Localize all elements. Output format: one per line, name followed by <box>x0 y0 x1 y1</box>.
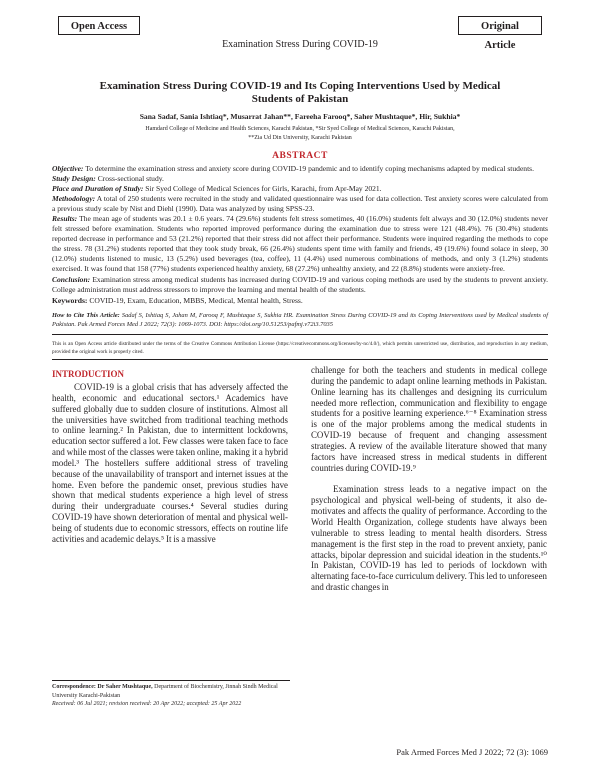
correspondence-text: Department of Biochemistry, Jinnah Sindh Medical University Karachi-Pakistan <box>52 684 278 699</box>
running-head: Examination Stress During COVID-19 <box>222 39 378 50</box>
conclusion-text: Examination stress among medical students has increased during COVID-19 and various coping methods are used by the students to prevent anxiety. College administration must address stressors to improve the learning and mental health of the students. <box>52 274 548 294</box>
correspondence-label: Correspondence: Dr Saher Mushtaque, <box>52 684 153 690</box>
journal-footer: Pak Armed Forces Med J 2022; 72 (3): 1069 <box>396 747 548 757</box>
open-access-badge: Open Access <box>58 16 140 35</box>
affiliations <box>60 125 540 142</box>
affiliation-line-1: Hamdard College of Medicine and Health Sciences, Karachi Pakistan, *Sir Syed College of Medical Sciences, Karachi Pakistan, <box>145 126 455 132</box>
objective-label: Objective: <box>52 164 84 173</box>
methodology-label: Methodology: <box>52 194 96 204</box>
introduction-heading: INTRODUCTION <box>52 369 125 379</box>
results-text: The mean age of students was 20.1 ± 0.6 years. 74 (29.6%) students felt stress sometimes, 40 (16.0%) students felt always and 30 (12.0%) students never felt stressed before examination. Students who reported improved performance during the examination due to stress were 121 (48.4%). 76 (30.4%) students reported decrease in performance and 53 (21.2%) reported that their stress did not affect their performance. Students were inquired regarding the methods to cope the stress. 78 (31.2%) students reported that they took study break, 66 (26.4%) students spent time with family and friends, 49 (19.6%) found solace in sleep, 30 (12.0%) students listened to music, 13 (5.2%) used beverages (tea, coffee), 11 (4.4%) used numerous combinations of methods, and only 3 (1.2%) students exercised. It was found that 158 (77%) students experienced healthy anxiety, 68 (27.2%) unhealthy anxiety, and 22 (8.8%) students were anxiety-free. <box>52 214 548 274</box>
author-list: Sana Sadaf, Sania Ishtiaq*, Musarrat Jahan**, Fareeha Farooq*, Saher Mushtaque*, Hir, Sukhia* <box>139 112 461 121</box>
abstract-body <box>52 164 548 295</box>
abstract-methodology <box>52 194 548 214</box>
design-label: Study Design: <box>52 174 96 184</box>
article-title: Examination Stress During COVID-19 and Its Coping Interventions Used by Medical Students of Pakistan <box>99 80 501 105</box>
correspondence-info <box>52 683 290 700</box>
abstract-place <box>52 184 548 194</box>
abstract-objective <box>52 164 548 174</box>
correspondence-divider <box>52 680 290 681</box>
abstract-conclusion <box>52 275 548 295</box>
conclusion-label: Conclusion: <box>52 274 91 284</box>
abstract-design <box>52 174 548 184</box>
intro-paragraph-1: COVID-19 is a global crisis that has adversely affected the health, economic and educational sectors.¹ Academics have suffered globally due to sudden closure of institutions. Almost all the universities have switched from traditional teaching methods to online learning.² In Pakistan, due to intermittent lockdowns, education sector suffered a lot. Few classes were taken face to face and while most of the classes were taken online, making it a hybrid model.³ The hostellers suffere additional stress of traveling because of the unavailability of transport and internet issues at the home. Even before the pandemic onset, previous studies have shown that medical students experience a high level of stress during their undergraduate courses.⁴ Several studies during COVID-19 have shown deterioration of mental and physical well-being of students due to economic stressors, effects on routine life activities and academic delays.⁵ It is a massive <box>52 382 288 544</box>
correspondence-note <box>52 683 290 709</box>
methodology-text: A total of 250 students were recruited in the study and validated questionnaire was used for data collection. Test anxiety scores were calculated from a previous study scale by Nist and Diehl (1990). Data was analyzed by using SPSS-23. <box>52 194 548 214</box>
right-column <box>311 365 547 593</box>
affiliation-line-2: **Zia Ud Din University, Karachi Pakistan <box>248 134 352 141</box>
citation-label: How to Cite This Article: <box>52 312 120 319</box>
keywords-label: Keywords: <box>52 296 88 305</box>
design-text: Cross-sectional study. <box>95 174 164 184</box>
article-type-badge: Original Article <box>458 16 542 35</box>
divider-bottom <box>52 359 548 360</box>
left-column <box>52 382 288 545</box>
license-note: This is an Open Access article distributed under the terms of the Creative Commons Attribution License (https://creativecommons.org/licenses/by-nc/4.0/), which permits unrestricted use, distribution, and reproduction in any medium, provided the original work is properly cited. <box>52 341 548 355</box>
citation-text: Sadaf S, Ishtiaq S, Jahan M, Farooq F, Mushtaque S, Sukhia HR. Examination Stress During COVID-19 and its Coping Interventions used by Medical students of Pakistan. Pak Armed Forces Med J 2022; 72(3): 1069-1073. DOI: https://doi.org/10.51253/pafmj.v72i3.7035 <box>52 312 548 328</box>
divider-top <box>52 334 548 335</box>
results-label: Results: <box>52 214 78 224</box>
keywords-text: COVID-19, Exam, Education, MBBS, Medical, Mental health, Stress. <box>87 296 303 305</box>
abstract-heading: ABSTRACT <box>272 151 328 161</box>
place-text: Sir Syed College of Medical Sciences for Girls, Karachi, from Apr-May 2021. <box>143 184 382 194</box>
keywords <box>52 296 548 305</box>
citation <box>52 311 548 329</box>
intro-paragraph-2: Examination stress leads to a negative impact on the psychological and physical well-being of students, it also de-motivates and affects the quality of performance. According to the World Health Organization, college students have always been vulnerable to stress leading to mental health disorders. Stress management is the first step in the road to prevent anxiety, panic attacks, bipolar depression and suicidal ideation in the students.¹⁰ In Pakistan, COVID-19 has led to periods of lockdown with alternating face-to-face curriculum delivery. This led to unforeseen and drastic changes in <box>311 484 547 593</box>
objective-text: To determine the examination stress and anxiety score during COVID-19 pandemic and to identify coping mechanisms adapted by medical students. <box>83 164 534 173</box>
abstract-results <box>52 214 548 274</box>
submission-dates: Received: 06 Jul 2021; revision received: 20 Apr 2022; accepted: 25 Apr 2022 <box>52 701 242 707</box>
intro-paragraph-continued: challenge for both the teachers and students in medical college during the pandemic to adapt online learning methods in Pakistan. Online learning has its challenges and designing its curriculum needed more reflection, communication and flexibility to engage students for a positive learning experience.⁶⁻⁸ Examination stress is one of the major problems among the medical students in COVID-19 because of frequent and changing assessment strategies. A review of the available literature showed that many factors have increased stress in medical students in different countries during COVID-19.⁹ <box>311 365 547 473</box>
place-label: Place and Duration of Study: <box>52 184 144 194</box>
